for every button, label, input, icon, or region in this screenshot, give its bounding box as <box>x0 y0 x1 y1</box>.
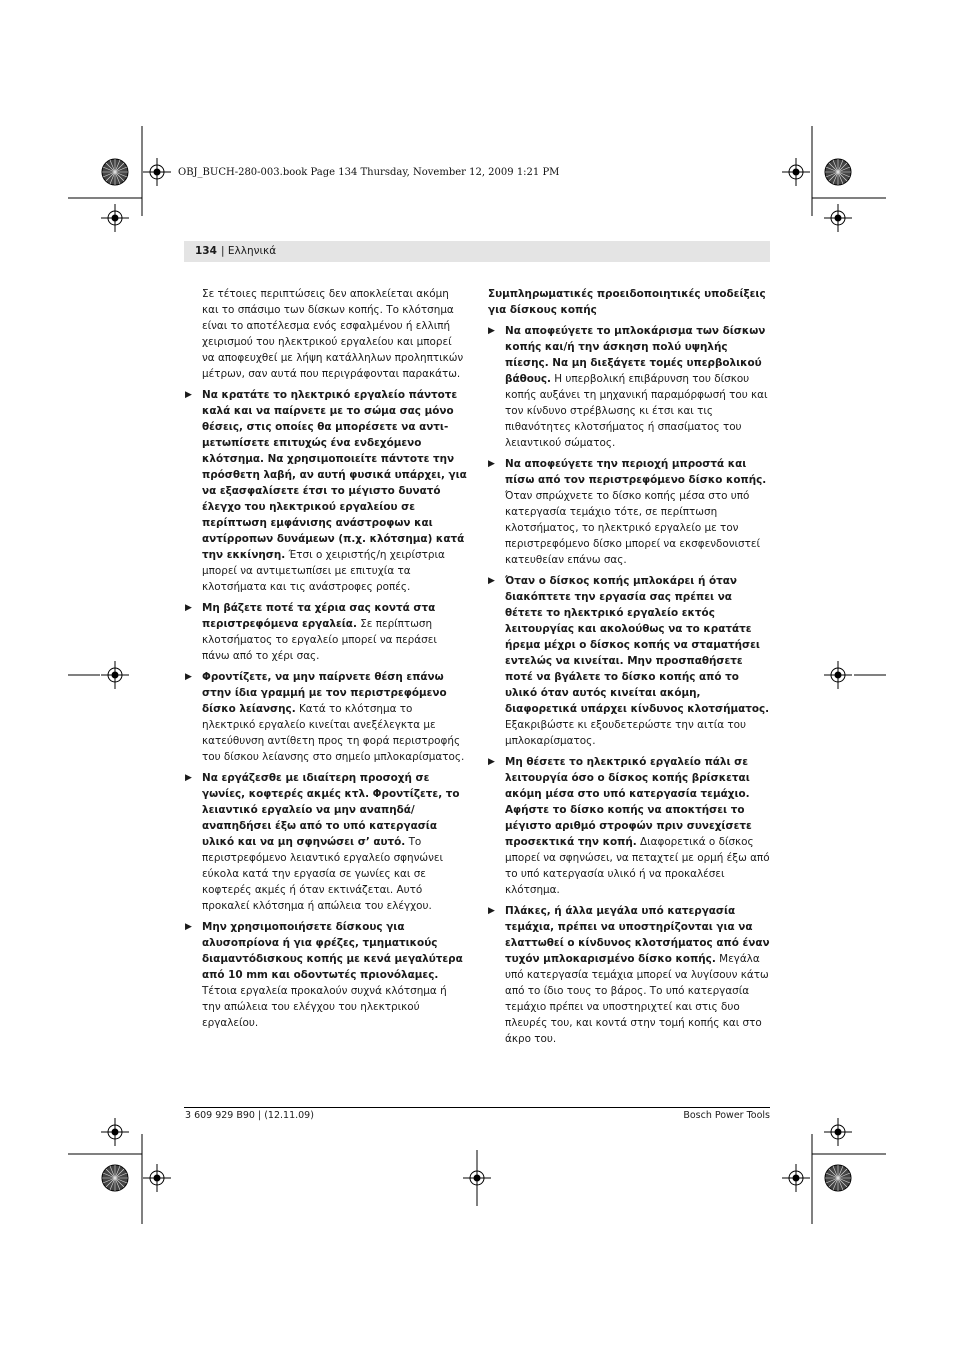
warning-body-text: Κατά το κλότσημα το ηλεκτρικό εργαλείο κινείται ανεξέλεγκτα με κατεύθυνση αντίθετη προς τη φορά περιστροφής του δίσκου λείανσης στο σημείο μπλοκαρίσματος. <box>202 703 465 763</box>
triangle-right-icon: ▶ <box>488 757 495 767</box>
triangle-right-icon: ▶ <box>488 906 495 916</box>
footer-divider <box>184 1107 770 1108</box>
crosshair-icon <box>143 158 171 186</box>
warning-bold-text: Να αποφεύγετε το μπλοκάρισμα των δίσκων κοπής και/ή την άσκηση πολύ υψηλής πίεσης. Να μη διεξάγετε τομές υπερβολικού βάθους. <box>505 325 766 385</box>
crosshair-icon <box>101 661 129 689</box>
language-label: | Ελληνικά <box>221 245 277 257</box>
triangle-right-icon: ▶ <box>185 773 192 783</box>
section-heading: Συμπληρωματικές προειδοποιητικές υποδείξεις για δίσκους κοπής <box>488 288 766 316</box>
warning-body-text: Όταν σπρώχνετε το δίσκο κοπής μέσα στο υπό κατεργασία τεμάχιο τότε, σε περίπτωση κλοτσήματος, το ηλεκτρικό εργαλείο με τον περιστρεφόμενο δίσκο μπορεί να εκσφενδονιστεί κατευθείαν επάνω σας. <box>505 490 761 566</box>
crosshair-icon <box>824 661 852 689</box>
right-column <box>488 286 770 1052</box>
warning-bullet <box>185 387 467 595</box>
warning-body-text: Σε περίπτωση κλοτσήματος το εργαλείο μπορεί να περάσει πάνω από το χέρι σας. <box>202 618 437 662</box>
crosshair-icon <box>824 204 852 232</box>
warning-bullet <box>488 754 770 898</box>
warning-bold-text: Να εργάζεσθε με ιδιαίτερη προσοχή σε γωνίες, κοφτερές ακμές κτλ. Φροντίζετε, το λειαντικό εργαλείο να μην αναπηδά/αναπηδήσει έξω από το υπό κατεργασία υλικό και να μη σφηνώσει σ’ αυτό. <box>202 772 460 848</box>
warning-bold-text: Μη βάζετε ποτέ τα χέρια σας κοντά στα περιστρεφόμενα εργαλεία. <box>202 602 436 630</box>
footer-brand: Bosch Power Tools <box>683 1110 770 1121</box>
warning-bullet <box>185 600 467 664</box>
triangle-right-icon: ▶ <box>488 576 495 586</box>
warning-bullet <box>488 903 770 1047</box>
warning-bold-text: Όταν ο δίσκος κοπής μπλοκάρει ή όταν διακόπτετε την εργασία σας πρέπει να θέτετε το ηλεκτρικό εργαλείο εκτός λειτουργίας και ακολούθως να το κρατάτε ήρεμα μέχρι ο δίσκος κοπής να σταματήσει εντελώς να κινείται. Μην προσπαθήσετε ποτέ να βγάλετε το δίσκο κοπής από το υλικό όταν αυτός κινείται ακόμη, διαφορετικά υπάρχει κίνδυνος κλοτσήματος. <box>505 575 770 715</box>
warning-bold-text: Πλάκες, ή άλλα μεγάλα υπό κατεργασία τεμάχια, πρέπει να υποστηρίζονται για να ελαττωθεί ο κίνδυνος κλοτσήματος από έναν τυχόν μπλοκαρισμένο δίσκο κοπής. <box>505 905 770 965</box>
triangle-right-icon: ▶ <box>185 922 192 932</box>
page-number: 134 <box>195 245 217 257</box>
warning-bullet <box>488 456 770 568</box>
warning-body-text: Μεγάλα υπό κατεργασία τεμάχια μπορεί να λυγίσουν κάτω από το ίδιο τους το βάρος. Το υπό κατεργασία τεμάχιο πρέπει να υποστηριχτεί και στις δυο πλευρές του, και κοντά στην τομή κοπής και στο άκρο του. <box>505 953 769 1045</box>
triangle-right-icon: ▶ <box>488 459 495 469</box>
warning-bullet <box>185 919 467 1031</box>
left-column <box>185 286 467 1036</box>
crosshair-icon <box>782 1164 810 1192</box>
warning-body-text: Τέτοια εργαλεία προκαλούν συχνά κλότσημα ή την απώλεια του ελέγχου του ηλεκτρικού εργαλείου. <box>202 985 447 1029</box>
starburst-icon <box>102 1165 128 1191</box>
crosshair-icon <box>101 204 129 232</box>
warning-body-text: Το περιστρεφόμενο λειαντικό εργαλείο σφηνώνει εύκολα κατά την εργασία σε γωνίες και σε κοφτερές ακμές ή όταν εκτινάζεται. Αυτό προκαλεί κλότσημα ή απώλεια του ελέγχου. <box>202 836 444 912</box>
warning-bold-text: Να αποφεύγετε την περιοχή μπροστά και πίσω από τον περιστρεφόμενο δίσκο κοπής. <box>505 458 767 486</box>
crosshair-icon <box>143 1164 171 1192</box>
crosshair-icon <box>782 158 810 186</box>
warning-body-text: Έτσι ο χειριστής/η χειρίστρια μπορεί να αντιμετωπίσει με επιτυχία τα κλοτσήματα και τις ανάστροφες ροπές. <box>202 549 445 593</box>
crosshair-icon <box>824 1118 852 1146</box>
warning-bold-text: Φροντίζετε, να μην παίρνετε θέση επάνω στην ίδια γραμμή με τον περιστρεφόμενο δίσκο λείανσης. <box>202 671 447 715</box>
language-name: Ελληνικά <box>227 245 277 257</box>
warning-bullet <box>185 770 467 914</box>
warning-bold-text: Μη θέσετε το ηλεκτρικό εργαλείο πάλι σε λειτουργία όσο ο δίσκος κοπής βρίσκεται ακόμη μέσα στο υπό κατεργασία τεμάχιο. Αφήστε το δίσκο κοπής να αποκτήσει το μέγιστο αριθμό στροφών πριν συνεχίσετε προσεκτικά την κοπή. <box>505 756 752 848</box>
footer-document-code: 3 609 929 B90 | (12.11.09) <box>185 1110 314 1121</box>
starburst-icon <box>825 1165 851 1191</box>
warning-body-text: Εξακριβώστε κι εξουδετερώστε την αιτία του μπλοκαρίσματος. <box>505 719 747 747</box>
warning-bullet <box>185 669 467 765</box>
page-header <box>184 241 770 262</box>
crosshair-icon <box>101 1118 129 1146</box>
triangle-right-icon: ▶ <box>185 603 192 613</box>
warning-bullet <box>488 323 770 451</box>
triangle-right-icon: ▶ <box>185 390 192 400</box>
starburst-icon <box>102 159 128 185</box>
triangle-right-icon: ▶ <box>488 326 495 336</box>
triangle-right-icon: ▶ <box>185 672 192 682</box>
warning-bold-text: Μην χρησιμοποιήσετε δίσκους για αλυσοπρίονα ή για φρέζες, τμηματικούς διαμαντόδισκους κοπής με κενά μεγαλύτερα από 10 mm και οδοντωτές πριονόλαμες. <box>202 921 463 981</box>
print-slug-line: OBJ_BUCH-280-003.book Page 134 Thursday, November 12, 2009 1:21 PM <box>178 167 560 178</box>
intro-paragraph: Σε τέτοιες περιπτώσεις δεν αποκλείεται ακόμη και το σπάσιμο των δίσκων κοπής. Το κλότσημα είναι το αποτέλεσμα ενός εσφαλμένου ή ελλιπή χειρισμού του ηλεκτρικού εργαλείου και μπορεί να αποφευχθεί με λήψη κατάλληλων προληπτικών μέτρων, σαν αυτά που περιγράφονται παρακάτω. <box>202 288 464 380</box>
starburst-icon <box>825 159 851 185</box>
warning-bullet <box>488 573 770 749</box>
warning-body-text: Διαφορετικά ο δίσκος μπορεί να σφηνώσει, να πεταχτεί με ορμή έξω από το υπό κατεργασία υλικό ή να προκαλέσει κλότσημα. <box>505 836 770 896</box>
warning-bold-text: Να κρατάτε το ηλεκτρικό εργαλείο πάντοτε καλά και να παίρνετε με το σώμα σας μόνο θέσεις, στις οποίες θα μπορέσετε να αντιμετωπίσετε επιτυχώς ένα ενδεχόμενο κλότσημα. Να χρησιμοποιείτε πάντοτε την πρόσθετη λαβή, αν αυτή φυσικά υπάρχει, για να εξασφαλίσετε έτσι το μέγιστο δυνατό έλεγχο του ηλεκτρικού εργαλείου σε περίπτωση εμφάνισης ανάστροφων και αντίρροπων δυνάμεων (π.χ. κλότσημα) κατά την εκκίνηση. <box>202 389 467 561</box>
warning-body-text: Η υπερβολική επιβάρυνση του δίσκου κοπής αυξάνει τη μηχανική παραμόρφωσή του και τον κίνδυνο στρέβλωσης κι έτσι και τις πιθανότητες κλοτσήματος ή σπασίματος του λειαντικού σώματος. <box>505 373 768 449</box>
